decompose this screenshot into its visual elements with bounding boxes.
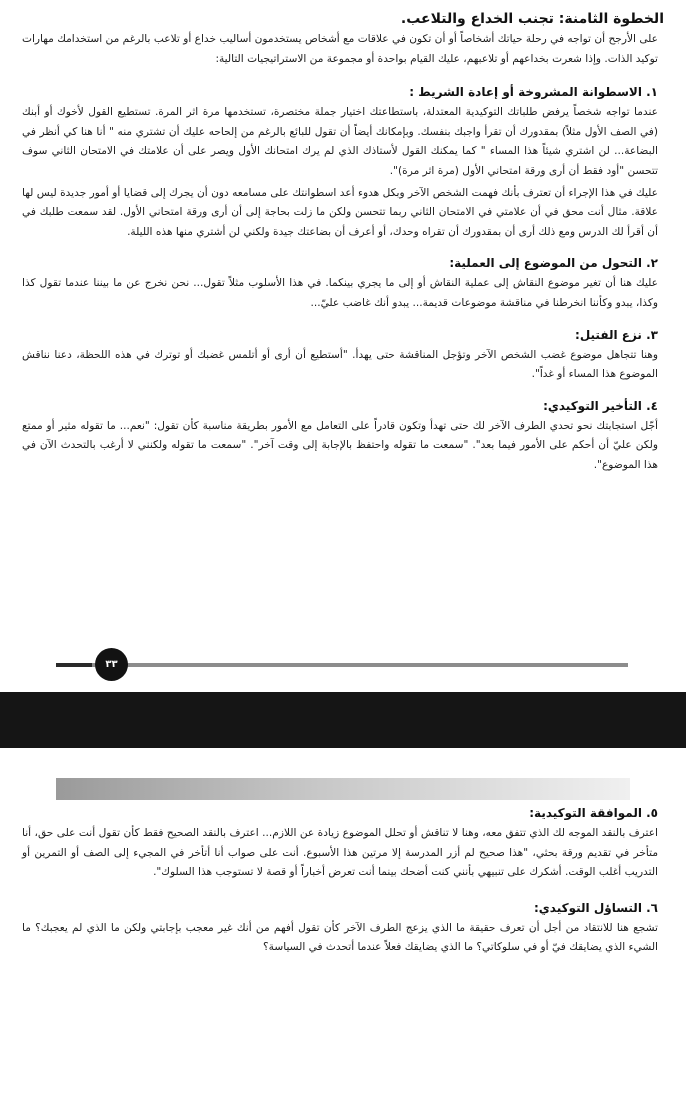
section-1-paragraph-2: عليك في هذا الإجراء أن تعترف بأنك فهمت الشخص الآخر وبكل هدوء أعد اسطوانتك على مسامعه دون أن يجرك إلى قضايا أو أمور جديدة ليس لها علاقة. مثال أنت محق في أن علامتي في الامتحان الثاني ربما تتحسن ولكن ما زلت بحاجة إلى أن أرى ورقة امتحاني الأول. لقد سمعت طلبك في أن أقرأ لك الدرس ومع ذلك أرى أن بمقدورك أن تقراه وحدك، أو أعرف أن بضاعتك جيدة ولكني لن أشتري منها هذه الليلة. [22, 186, 658, 238]
section-2-title: ٢. التحول من الموضوع إلى العملية: [449, 256, 658, 271]
page-number-badge: ٣٣ [95, 648, 128, 681]
bottom-page [0, 748, 686, 1106]
section-2-paragraph: عليك هنا أن تغير موضوع النقاش إلى عملية النقاش أو إلى ما يجري بينكما. في هذا الأسلوب مثلاً تقول... نحن نخرج عن ما بيننا عندما تقول كذا وكذا، يبدو وكأننا انخرطنا في مناقشة موضوعات قديمة... يبدو أنك غاضب عليّ... [22, 277, 658, 309]
footer-rule-accent [56, 663, 92, 667]
page-header-band [56, 778, 630, 800]
section-1-paragraph-1: عندما تواجه شخصاً يرفض طلباتك التوكيدية المعتدلة، باستطاعتك اختيار جملة مختصرة، تستخدمها مرة اثر المرة. تستطيع القول لأخوك أو أبنك (في الصف الأول مثلاً) بمقدورك أن تقرأ واجبك بنفسك. وبإمكانك أيضاً أن تقول للبائع بالرغم من إلحاحه عليك أن تشتري منه " أنا هنا كي أنظر في البضاعة... لن اشتري شيئاً هذا المساء " كما يمكنك القول لأستاذك الذي لم يرك امتحانك الأول ويصر على أن علامتك في الامتحان الثاني سوف تتحسن "أود فقط أن أرى ورقة امتحاني الأول (مرة اثر مرة)". [22, 106, 658, 177]
section-3-paragraph: وهنا تتجاهل موضوع غضب الشخص الآخر وتؤجل المناقشة حتى يهدأ. "أستطيع أن أرى أو أتلمس غضبك أو توترك في هذه اللحظة، دعنا نناقش الموضوع هذا المساء أو غداً". [22, 348, 658, 381]
section-4-paragraph: أجّل استجابتك نحو تحدي الطرف الآخر لك حتى تهدأ وتكون قادراً على التعامل مع الأمور بطريقة مناسبة كأن تقول: "نعم... ما تقوله مثير أو ممتع ولكن عليّ أن أحكم على الأمور فيما بعد". "سمعت ما تقوله واحتفظ بالإجابة إلى وقت آخر". "سمعت ما تقوله ولكنني لا أرغب بالتحدث الآن في هذا الموضوع". [22, 419, 658, 471]
page-separator [0, 692, 686, 748]
section-6-title: ٦. التساؤل التوكيدي: [534, 900, 658, 915]
section-3-title: ٣. نزع الفتيل: [575, 327, 658, 342]
section-6-paragraph: تشجع هنا للانتقاد من أجل أن تعرف حقيقة ما الذي يزعج الطرف الآخر كأن تقول أفهم من أنك غير معجب بإجابتي ولكن ما الذي لم يعجبك؟ ما الشيء الذي يضايقك فيّ أو في سلوكاتي؟ ما الذي يضايقك فعلاً عندما أتحدث في السياسة؟ [22, 921, 658, 954]
footer-rule [56, 663, 628, 667]
bottom-content [22, 802, 664, 958]
page-title: الخطوة الثامنة: تجنب الخداع والتلاعب. [400, 11, 664, 27]
intro-paragraph: على الأرجح أن تواجه في رحلة حياتك أشخاصاً أو أن تكون في علاقات مع أشخاص يستخدمون أساليب خداع أو تلاعب بالرغم من استخدامك مهارات توكيد الذات. وإذا شعرت بخداعهم أو تلاعبهم، عليك القيام بواحدة أو مجموعة من الاستراتيجيات التالية: [22, 33, 658, 65]
section-5-title: ٥. الموافقة التوكيدية: [529, 806, 658, 820]
page-footer [56, 659, 628, 670]
section-5-paragraph: اعترف بالنقد الموجه لك الذي تتفق معه، وهنا لا تناقش أو تحلل الموضوع زيادة عن اللازم... اعترف بالنقد الصحيح فقط كأن تقول أنت على حق، أنا متأخر في تقديم ورقة بحثي، "هذا صحيح لم أزر المدرسة إلا مرتين هذا الأسبوع. أنت على صواب أنا أتأخر في المجيء إلى الصف أو التمرين أو التدريب أغلب الوقت. أشكرك على تنبيهي بأنني كنت أضحك بينما أنت تعرض أخباراً أو قصة لا تستوجب هذا السلوك". [22, 827, 658, 879]
section-4-title: ٤. التأخير التوكيدي: [543, 398, 658, 413]
section-1-title: ١. الاسطوانة المشروخة أو إعادة الشريط : [409, 85, 658, 100]
